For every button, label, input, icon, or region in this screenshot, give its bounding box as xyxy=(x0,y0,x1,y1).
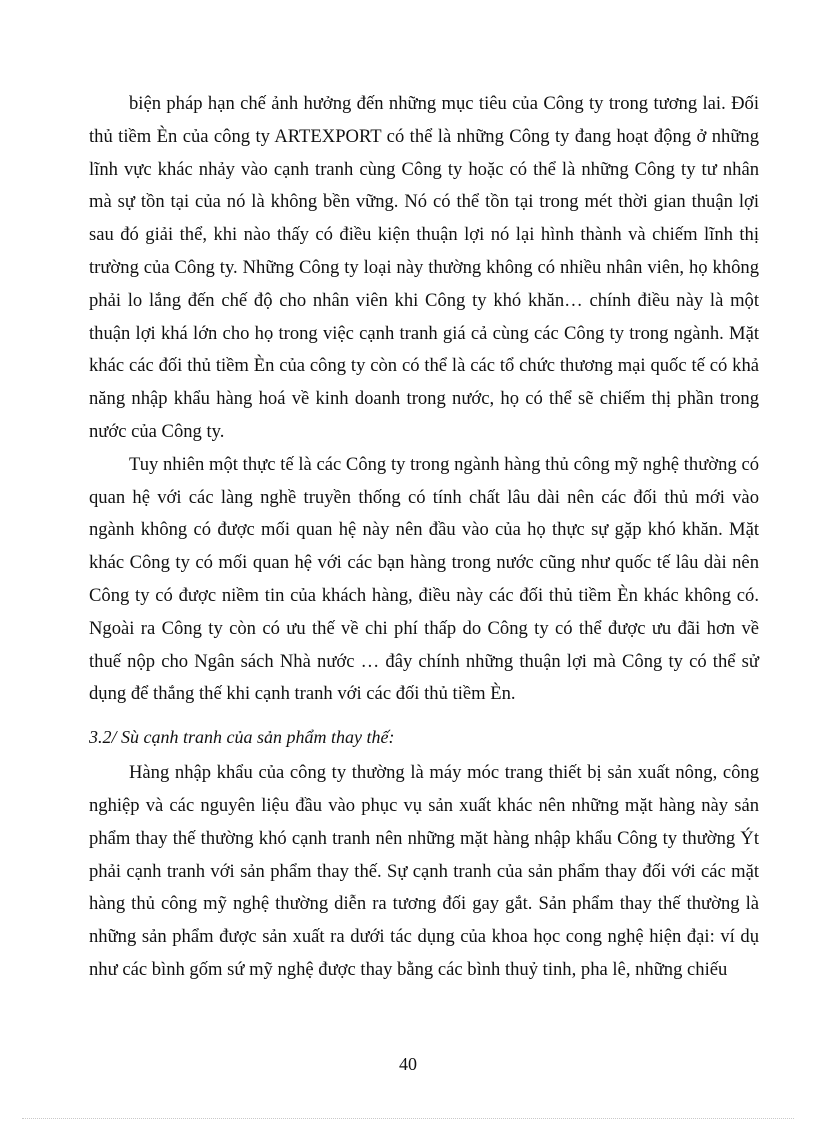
document-body xyxy=(89,88,759,987)
page-number: 40 xyxy=(399,1054,417,1074)
paragraph-substitutes: Hàng nhập khẩu của công ty thường là máy móc trang thiết bị sản xuất nông, công nghiệp và các nguyên liệu đầu vào phục vụ sản xuất khác nên những mặt hàng này sản phẩm thay thế thường khó cạnh tranh nên những mặt hàng nhập khẩu Công ty thường Ýt phải cạnh tranh với sản phẩm thay thế. Sự cạnh tranh của sản phẩm thay đối với các mặt hàng thủ công mỹ nghệ thường diễn ra tương đối gay gắt. Sản phẩm thay thế thường là những sản phẩm được sản xuất ra dưới tác dụng của khoa học cong nghệ hiện đại: ví dụ như các bình gốm sứ mỹ nghệ được thay bằng các bình thuỷ tinh, pha lê, những chiếu xyxy=(89,762,759,980)
section-heading: 3.2/ Sù cạnh tranh của sản phẩm thay thế: xyxy=(89,727,395,748)
paragraph-competitors: biện pháp hạn chế ảnh hưởng đến những mục tiêu của Công ty trong tương lai. Đối thủ tiềm Èn của công ty ARTEXPORT có thể là những Công ty đang hoạt động ở những lĩnh vực khác nhảy vào cạnh tranh cùng Công ty hoặc có thể là những Công ty tư nhân mà sự tồn tại của nó là không bền vững. Nó có thể tồn tại trong mét thời gian thuận lợi sau đó giải thể, khi nào thấy có điều kiện thuận lợi nó lại hình thành và chiếm lĩnh thị trường của Công ty. Những Công ty loại này thường không có nhiều nhân viên, họ không phải lo lắng đến chế độ cho nhân viên khi Công ty khó khăn… chính điều này là một thuận lợi khá lớn cho họ trong việc cạnh tranh giá cả cùng các Công ty trong ngành. Mặt khác các đối thủ tiềm Èn của công ty còn có thể là các tổ chức thương mại quốc tế có khả năng nhập khẩu hàng hoá về kinh doanh trong nước, họ có thể sẽ chiếm thị phần trong nước của Công ty. xyxy=(89,93,759,442)
paragraph-advantages: Tuy nhiên một thực tế là các Công ty trong ngành hàng thủ công mỹ nghệ thường có quan hệ với các làng nghề truyền thống có tính chất lâu dài nên các đối thủ mới vào ngành không có được mối quan hệ này nên đầu vào của họ thực sự gặp khó khăn. Mặt khác Công ty có mối quan hệ với các bạn hàng trong nước cũng như quốc tế lâu dài nên Công ty có được niềm tin của khách hàng, điều này các đối thủ tiềm Èn khác không có. Ngoài ra Công ty còn có ưu thế về chi phí thấp do Công ty có thể được ưu đãi hơn về thuế nộp cho Ngân sách Nhà nước … đây chính những thuận lợi mà Công ty có thể sử dụng để thắng thế khi cạnh tranh với các đối thủ tiềm Èn. xyxy=(89,453,759,705)
footer-divider xyxy=(22,1118,794,1119)
